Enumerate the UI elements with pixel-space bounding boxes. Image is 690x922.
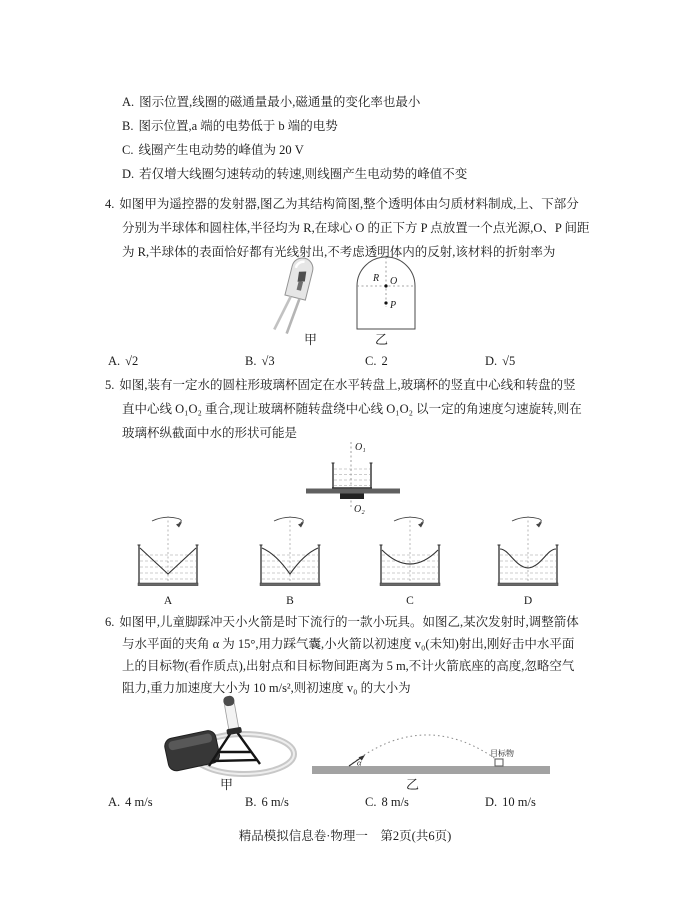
trajectory-dotted-arc	[349, 735, 500, 766]
question-4-text-line-2: 分别为半球体和圆柱体,半径均为 R,在球心 O 的正下方 P 点放置一个点光源,O、P 间距	[122, 221, 590, 235]
water-level-dashes	[334, 469, 370, 486]
option-text: 4 m/s	[125, 795, 153, 809]
figure-q4-transmitter-photo	[266, 252, 332, 337]
question-3-option-b	[122, 119, 338, 134]
figure-q5-option-d	[495, 512, 565, 607]
ground-bar	[312, 766, 550, 774]
option-figure-label: D	[523, 595, 533, 607]
question-text: 如图甲为遥控器的发射器,图乙为其结构简图,整个透明体由匀质材料制成,上、下部分	[119, 197, 579, 211]
figure-q4-jia-label: 甲	[304, 332, 318, 347]
option-label: D.	[122, 167, 135, 181]
option-label: D.	[485, 795, 498, 809]
question-text: 如图甲,儿童脚踩冲天小火箭是时下流行的一款小玩具。如图乙,某次发射时,调整箭体	[119, 615, 579, 629]
point-O-dot	[384, 284, 387, 287]
option-label: C.	[365, 354, 377, 368]
option-label: A.	[108, 354, 121, 368]
question-6-option-d	[485, 795, 536, 810]
option-label: C.	[122, 143, 134, 157]
option-text: √2	[125, 354, 139, 368]
question-4-text-line-1	[105, 197, 579, 212]
question-number: 5.	[105, 378, 115, 392]
option-text: √5	[502, 354, 516, 368]
figure-q4-yi-label: 乙	[375, 332, 389, 347]
option-text: 图示位置,a 端的电势低于 b 端的电势	[138, 119, 338, 133]
rotation-arrow-icon	[394, 517, 423, 523]
option-label: C.	[365, 795, 377, 809]
option-label: B.	[245, 354, 257, 368]
question-6-option-c	[365, 795, 409, 810]
figure-q4-structure-diagram	[346, 251, 426, 335]
glass-outline	[332, 463, 372, 488]
point-P-label: P	[390, 300, 397, 311]
question-text: 如图,装有一定水的圆柱形玻璃杯固定在水平转盘上,玻璃杯的竖直中心线和转盘的竖	[119, 378, 576, 392]
question-number: 4.	[105, 197, 115, 211]
angle-alpha-label: α	[357, 757, 362, 768]
air-bladder	[163, 729, 221, 772]
target-square	[495, 759, 503, 766]
figure-q5-option-b	[257, 512, 327, 607]
rotation-arrow-icon	[512, 517, 541, 523]
cup-base	[260, 583, 320, 586]
figure-q5-option-a	[135, 512, 205, 607]
question-3-option-a	[122, 95, 420, 110]
option-figure-label: A	[163, 595, 173, 607]
question-6-text-line-4: 阻力,重力加速度大小为 10 m/s²,则初速度 v₀ 的大小为	[122, 681, 411, 695]
option-label: A.	[122, 95, 135, 109]
option-text: 图示位置,线圈的磁通量最小,磁通量的变化率也最小	[139, 95, 421, 109]
question-6-option-a	[108, 795, 153, 810]
question-4-option-c	[365, 354, 388, 369]
question-6-option-b	[245, 795, 289, 810]
option-label: A.	[108, 795, 121, 809]
page-footer: 精品模拟信息卷·物理一 第2页(共6页)	[238, 829, 452, 843]
figure-q6-trajectory-diagram	[306, 714, 556, 776]
question-4-option-d	[485, 354, 515, 369]
option-text: 6 m/s	[261, 795, 289, 809]
turntable-hub	[340, 494, 364, 500]
question-6-text-line-1	[105, 615, 579, 630]
option-figure-label: B	[286, 595, 294, 607]
option-text: 2	[381, 354, 388, 368]
target-label: 目标物	[490, 749, 514, 758]
cup-base	[498, 583, 558, 586]
question-5-text-line-2: 直中心线 O₁O₂ 重合,现让玻璃杯随转盘绕中心线 O₁O₂ 以一定的角速度匀速旋转,则在	[122, 402, 582, 416]
question-6-text-line-3: 上的目标物(看作质点),出射点和目标物间距离为 5 m,不计火箭底座的高度,忽略空气	[122, 659, 575, 673]
rotation-arrow-icon	[274, 517, 303, 523]
option-label: D.	[485, 354, 498, 368]
option-label: B.	[245, 795, 257, 809]
question-4-option-b	[245, 354, 275, 369]
radius-R-label: R	[373, 273, 380, 284]
figure-q6-toy-photo	[160, 694, 305, 786]
figure-q6-jia-label: 甲	[220, 777, 234, 792]
option-figure-label: C	[406, 595, 414, 607]
cup-base	[138, 583, 198, 586]
figure-q5-option-c	[377, 512, 447, 607]
question-3-option-c	[122, 143, 304, 158]
air-bladder-body	[163, 729, 221, 772]
cup-walls	[139, 545, 197, 583]
turntable-bar	[306, 489, 400, 494]
question-4-option-a	[108, 354, 138, 369]
option-text: 8 m/s	[381, 795, 409, 809]
question-6-text-line-2: 与水平面的夹角 α 为 15°,用力踩气囊,小火箭以初速度 v₀(未知)射出,刚好击中水平面	[122, 637, 575, 651]
toy-rocket	[221, 695, 242, 736]
cup-walls	[261, 545, 319, 583]
cup-walls	[499, 545, 557, 583]
figure-q6-yi-label: 乙	[406, 777, 420, 792]
question-5-text-line-1	[105, 378, 576, 393]
question-5-text-line-3: 玻璃杯纵截面中水的形状可能是	[122, 426, 298, 440]
option-label: B.	[122, 119, 134, 133]
rotation-arrow-icon	[152, 517, 181, 523]
option-text: 线圈产生电动势的峰值为 20 V	[138, 143, 304, 157]
question-number: 6.	[105, 615, 115, 629]
axis-O1-label: O₁	[355, 442, 366, 453]
option-text: 10 m/s	[502, 795, 536, 809]
question-4-text-line-3: 为 R,半球体的表面恰好都有光线射出,不考虑透明体内的反射,该材料的折射率为	[122, 245, 556, 259]
axis-O2-label: O₂	[354, 504, 365, 515]
point-P-dot	[384, 301, 387, 304]
option-text: 若仅增大线圈匀速转动的转速,则线圈产生电动势的峰值不变	[139, 167, 468, 181]
option-text: √3	[261, 354, 275, 368]
cup-base	[380, 583, 440, 586]
figure-q5-turntable-diagram	[294, 437, 414, 515]
point-O-label: O	[390, 276, 398, 287]
question-3-option-d	[122, 167, 467, 182]
